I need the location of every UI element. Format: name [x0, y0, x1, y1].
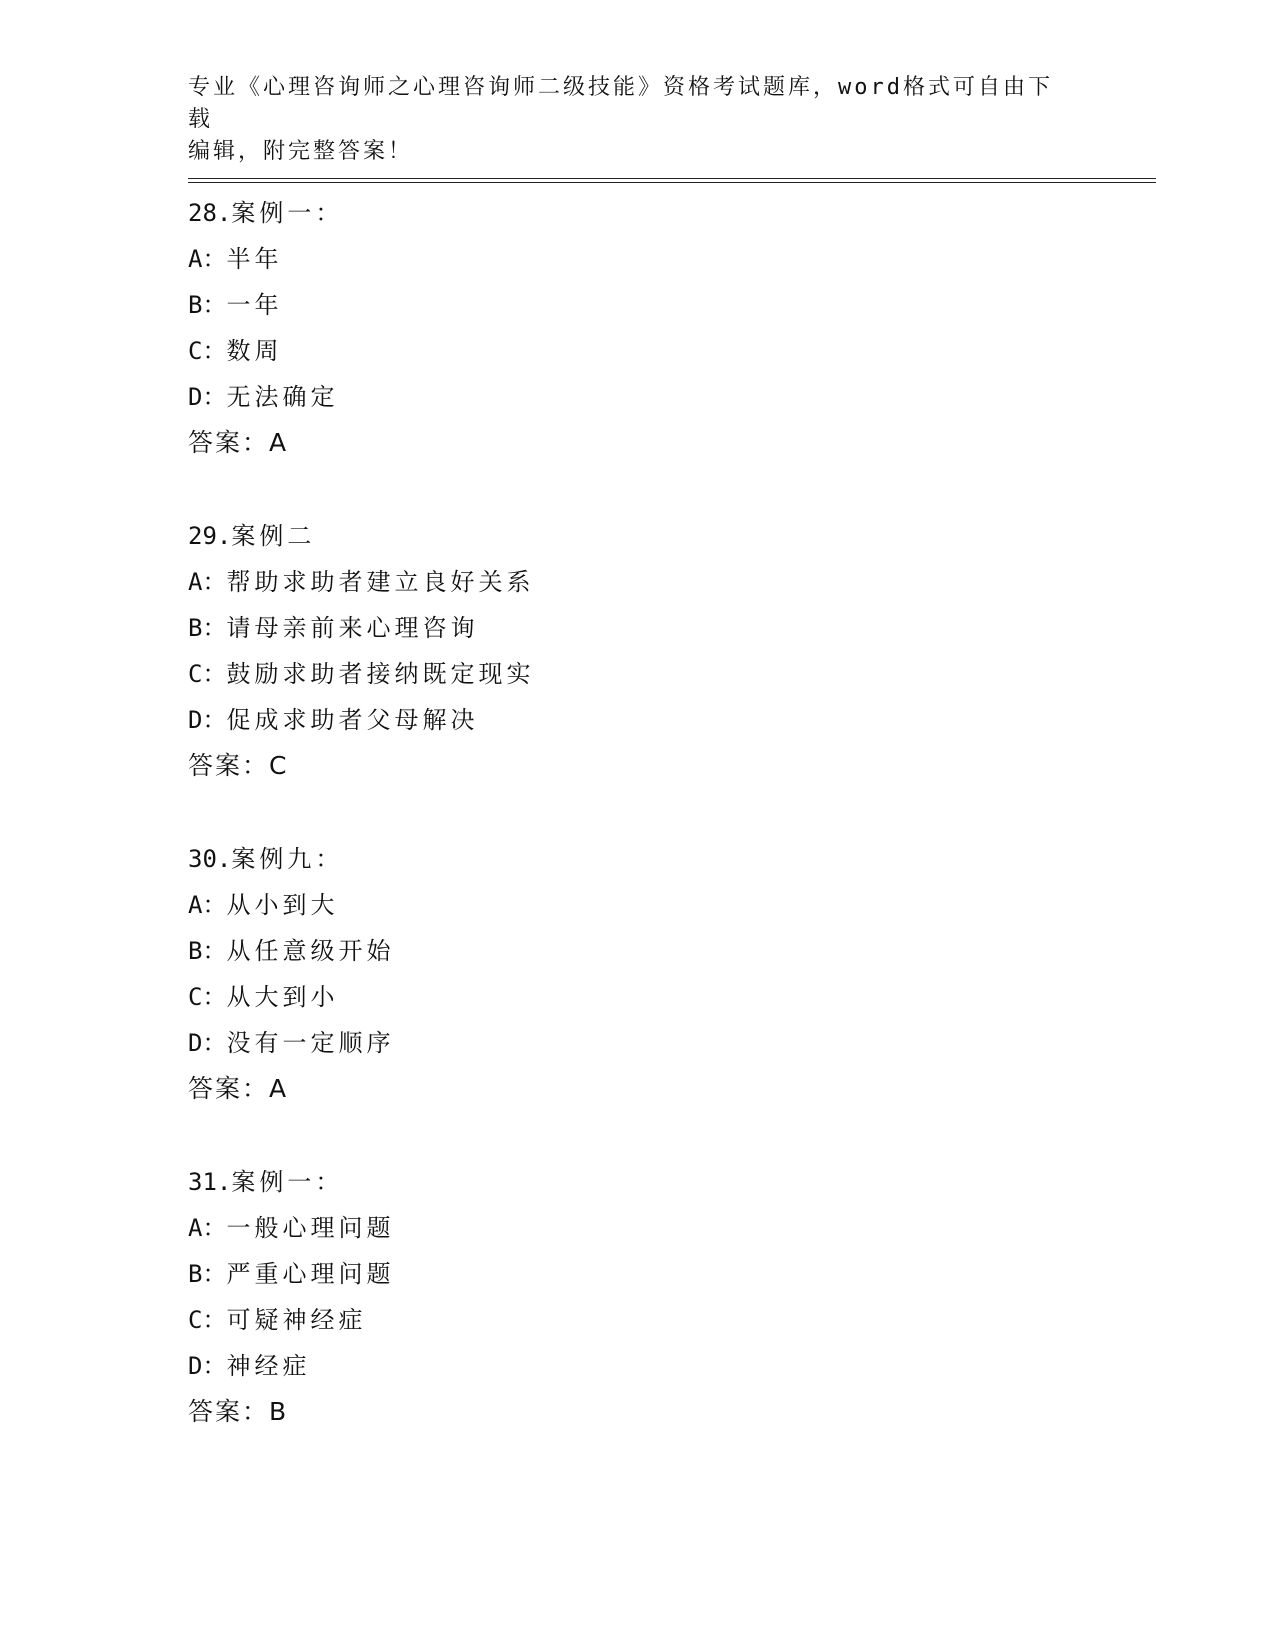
option-key: B： — [188, 291, 227, 319]
option-a — [188, 559, 1148, 605]
option-a — [188, 1205, 1148, 1251]
option-text: 鼓励求助者接纳既定现实 — [226, 660, 535, 688]
option-c — [188, 328, 1148, 374]
question-text: 案例二 — [231, 522, 316, 550]
question-29 — [188, 513, 1148, 789]
option-key: D： — [188, 706, 227, 734]
option-key: B： — [188, 1260, 227, 1288]
answer-line: 答案：A — [188, 1074, 289, 1103]
document-header — [188, 72, 1068, 168]
question-stem — [188, 190, 1148, 236]
option-b — [188, 282, 1148, 328]
option-b — [188, 605, 1148, 651]
option-key: D： — [188, 383, 227, 411]
option-key: D： — [188, 1352, 227, 1380]
option-c — [188, 974, 1148, 1020]
option-d — [188, 1343, 1148, 1389]
option-text: 严重心理问题 — [226, 1260, 395, 1288]
option-d — [188, 1020, 1148, 1066]
option-text: 半年 — [226, 245, 283, 273]
question-stem — [188, 513, 1148, 559]
option-key: D： — [188, 1029, 227, 1057]
option-key: C： — [188, 983, 227, 1011]
question-number: 28. — [188, 199, 232, 227]
option-key: A： — [188, 245, 227, 273]
option-key: A： — [188, 891, 227, 919]
option-text: 一般心理问题 — [226, 1214, 395, 1242]
option-text: 数周 — [226, 337, 283, 365]
question-30 — [188, 836, 1148, 1112]
option-key: A： — [188, 568, 227, 596]
option-key: C： — [188, 337, 227, 365]
option-key: C： — [188, 660, 227, 688]
option-d — [188, 374, 1148, 420]
option-key: B： — [188, 614, 227, 642]
question-number: 30. — [188, 845, 232, 873]
option-text: 促成求助者父母解决 — [226, 706, 479, 734]
header-divider-bottom — [188, 182, 1156, 183]
header-line-2: 编辑，附完整答案！ — [188, 139, 414, 164]
option-text: 从任意级开始 — [226, 937, 395, 965]
question-text: 案例一： — [231, 1168, 344, 1196]
option-text: 无法确定 — [226, 383, 339, 411]
answer-line: 答案：A — [188, 428, 289, 457]
option-key: B： — [188, 937, 227, 965]
question-text: 案例一： — [231, 199, 344, 227]
header-divider-top — [188, 178, 1156, 179]
option-d — [188, 697, 1148, 743]
option-text: 可疑神经症 — [226, 1306, 367, 1334]
question-stem — [188, 836, 1148, 882]
answer-line: 答案：B — [188, 1397, 289, 1426]
option-b — [188, 1251, 1148, 1297]
option-text: 请母亲前来心理咨询 — [226, 614, 479, 642]
option-key: C： — [188, 1306, 227, 1334]
question-number: 29. — [188, 522, 232, 550]
option-text: 没有一定顺序 — [226, 1029, 395, 1057]
question-list — [188, 190, 1148, 1435]
question-number: 31. — [188, 1168, 232, 1196]
option-text: 从大到小 — [226, 983, 339, 1011]
option-c — [188, 651, 1148, 697]
question-31 — [188, 1159, 1148, 1435]
option-text: 一年 — [226, 291, 283, 319]
question-text: 案例九： — [231, 845, 344, 873]
option-c — [188, 1297, 1148, 1343]
option-b — [188, 928, 1148, 974]
question-stem — [188, 1159, 1148, 1205]
option-text: 帮助求助者建立良好关系 — [226, 568, 535, 596]
option-key: A： — [188, 1214, 227, 1242]
option-text: 从小到大 — [226, 891, 339, 919]
question-28 — [188, 190, 1148, 466]
option-text: 神经症 — [226, 1352, 311, 1380]
option-a — [188, 236, 1148, 282]
answer-line: 答案：C — [188, 751, 289, 780]
option-a — [188, 882, 1148, 928]
header-line-1: 专业《心理咨询师之心理咨询师二级技能》资格考试题库，word格式可自由下载 — [188, 75, 1053, 132]
